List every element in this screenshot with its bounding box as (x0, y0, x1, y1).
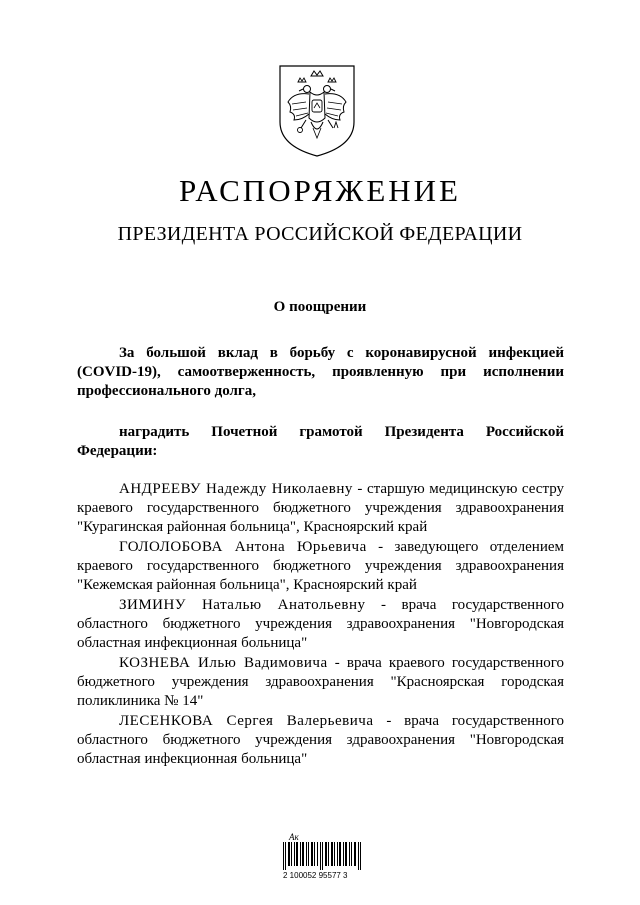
awardee-description: - врача государственного областного бюджетного учреждения здравоохранения "Новгородская областная инфекционная больница" (77, 713, 564, 767)
order-heading: О поощрении (273, 299, 367, 315)
resolution-paragraph: наградить Почетной грамотой Президента Российской Федерации: (77, 424, 564, 459)
awardee-description: - заведующего отделением краевого государственного бюджетного учреждения здравоохранения "Кежемская районная больница", Красноярский край (77, 539, 565, 593)
awardee-name: КОЗНЕВА Илью Вадимовича (119, 655, 328, 671)
coat-of-arms-emblem (276, 62, 358, 158)
barcode-number: 2 100052 95577 3 (283, 871, 348, 880)
document-title: РАСПОРЯЖЕНИЕ (179, 173, 461, 208)
awardee-entry (77, 712, 564, 769)
document-subtitle: ПРЕЗИДЕНТА РОССИЙСКОЙ ФЕДЕРАЦИИ (117, 223, 523, 245)
awardee-list (77, 480, 564, 770)
awardee-entry (77, 538, 564, 595)
awardee-description: - врача государственного областного бюджетного учреждения здравоохранения "Новгородская областная инфекционная больница" (77, 597, 565, 651)
awardee-entry (77, 596, 564, 653)
document-footer (283, 832, 363, 882)
awardee-name: АНДРЕЕВУ Надежду Николаевну (119, 481, 353, 497)
awardee-description: - врача краевого государственного бюджетного учреждения здравоохранения "Красноярская городская поликлиника № 14" (77, 655, 565, 709)
awardee-entry (77, 480, 564, 537)
awardee-name: ГОЛОЛОБОВА Антона Юрьевича (119, 539, 367, 555)
barcode-icon (283, 842, 361, 870)
intro-paragraph: За большой вклад в борьбу с коронавирусной инфекцией (COVID-19), самоотверженность, проявленную при исполнении профессионального долга, (77, 345, 564, 399)
typist-initials: Ак (289, 832, 299, 842)
awardee-description: - старшую медицинскую сестру краевого государственного бюджетного учреждения здравоохранения "Курагинская районная больница", Красноярский край (77, 481, 564, 535)
awardee-entry (77, 654, 564, 711)
awardee-name: ЗИМИНУ Наталью Анатольевну (119, 597, 366, 613)
awardee-name: ЛЕСЕНКОВА Сергея Валерьевича (119, 713, 374, 729)
